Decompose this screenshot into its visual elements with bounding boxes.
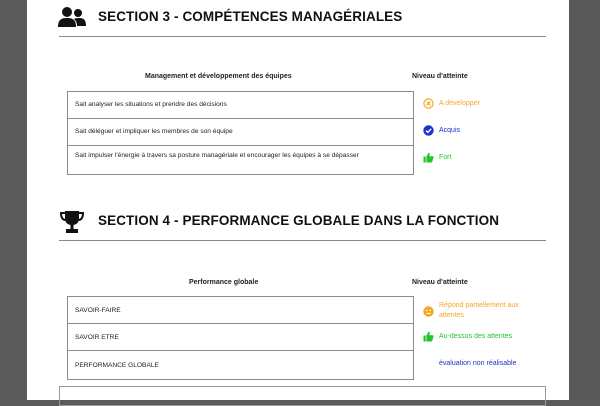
section-4-title: SECTION 4 - PERFORMANCE GLOBALE DANS LA FONCTION: [98, 213, 500, 228]
thumbs-up-icon: [423, 331, 434, 342]
section-4-column-main: Performance globale: [189, 279, 259, 286]
section-3-title: SECTION 3 - COMPÉTENCES MANAGÉRIALES: [98, 9, 403, 24]
table-row: [68, 324, 413, 351]
check-circle-icon: [423, 125, 434, 136]
level-label: Au-dessus des attentes: [439, 333, 513, 340]
row-text: Sait déléguer et impliquer les membres de son équipe: [75, 128, 233, 135]
neutral-face-icon: [423, 306, 434, 317]
section-4-divider: [59, 240, 546, 241]
level-label-line-2: attentes: [439, 312, 464, 319]
trophy-icon: [57, 209, 87, 235]
table-row: [68, 351, 413, 379]
section-4-table: [67, 296, 414, 380]
level-label: Acquis: [439, 127, 461, 134]
table-row: [68, 297, 413, 324]
next-section-box: [59, 386, 546, 406]
viewer-background: [569, 0, 600, 400]
section-4-header: [57, 207, 537, 237]
table-row: [68, 92, 413, 119]
level-label: Fort: [439, 154, 452, 161]
row-text: Sait impulser l'énergie à travers sa posture managériale et encourager les équipes à se dépasser: [75, 152, 359, 159]
level-label-line-1: Répond partiellement aux: [439, 302, 519, 309]
table-row: [68, 119, 413, 146]
section-3-table: [67, 91, 414, 175]
team-icon: [57, 5, 87, 31]
section-3-header: [57, 3, 537, 33]
level-label: A développer: [439, 100, 480, 107]
table-row: [68, 146, 413, 174]
row-text: PERFORMANCE GLOBALE: [75, 362, 159, 369]
section-3-column-level: Niveau d'atteinte: [412, 73, 468, 80]
row-text: SAVOIR-FAIRE: [75, 307, 121, 314]
x-circle-icon: [423, 98, 434, 109]
thumbs-up-icon: [423, 152, 434, 163]
row-text: SAVOIR ETRE: [75, 334, 119, 341]
document-page: [27, 0, 569, 400]
row-text: Sait analyser les situations et prendre des décisions: [75, 101, 227, 108]
section-3-column-main: Management et développement des équipes: [145, 73, 292, 80]
level-label: évaluation non réalisable: [439, 360, 517, 367]
section-4-column-level: Niveau d'atteinte: [412, 279, 468, 286]
section-3-divider: [59, 36, 546, 37]
